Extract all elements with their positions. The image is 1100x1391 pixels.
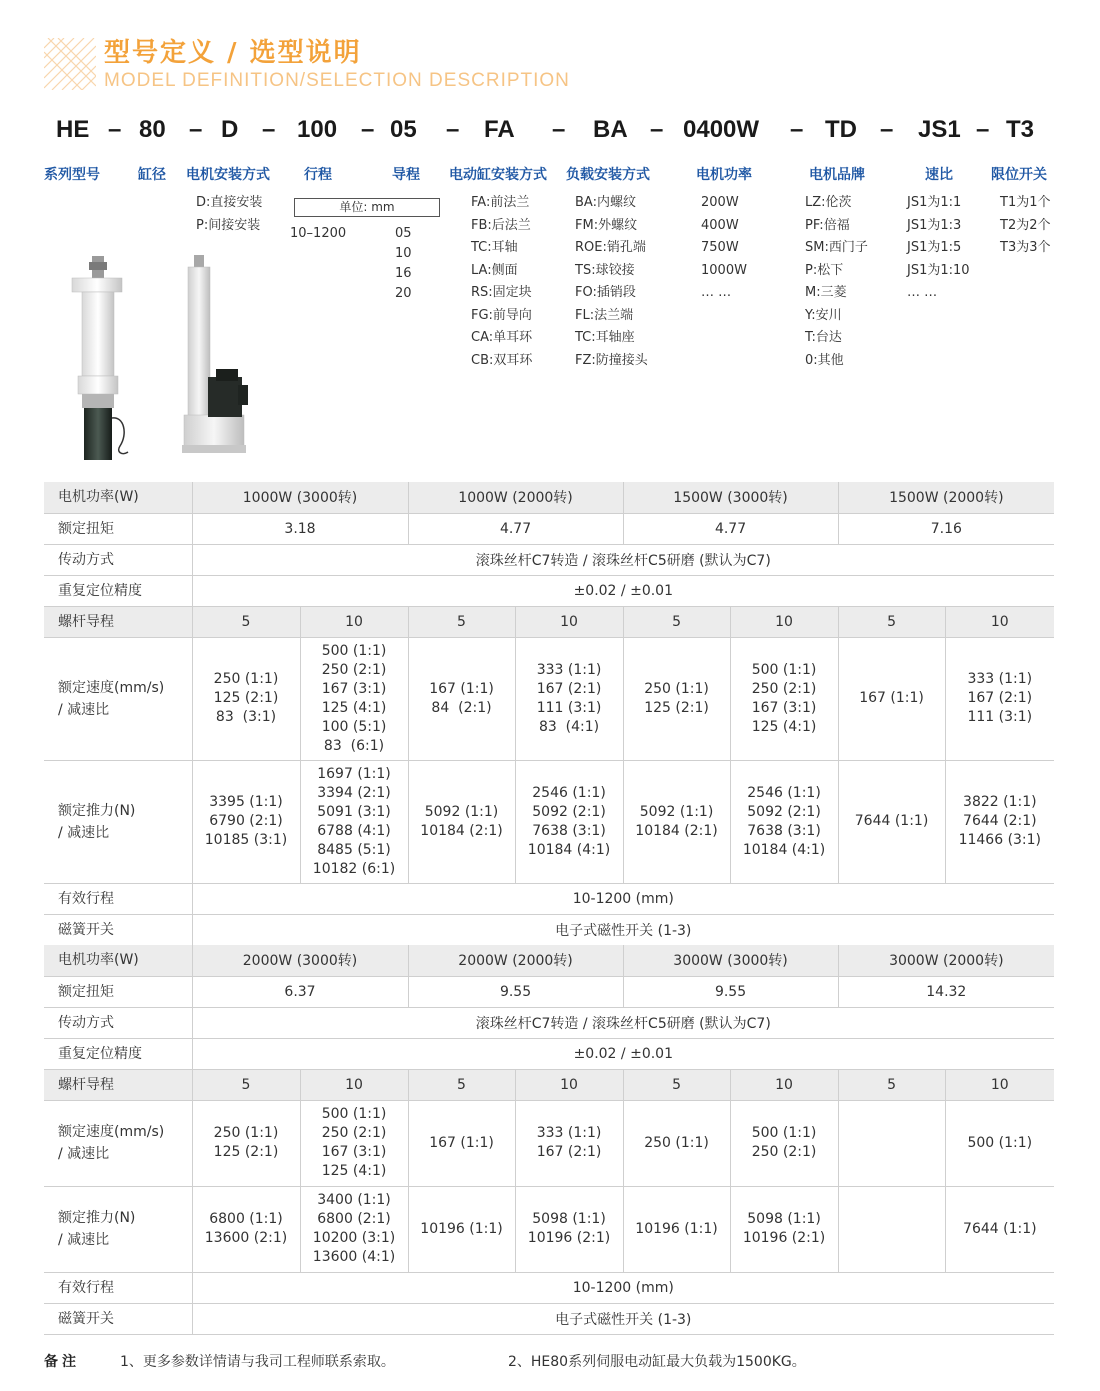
torque-cell: 7.16 — [838, 513, 1054, 544]
accuracy-cell: ±0.02 / ±0.01 — [192, 575, 1054, 606]
notes-label: 备注 — [44, 1354, 80, 1370]
motor-brand-options — [805, 192, 868, 372]
speed-cell: 333 (1:1) 167 (2:1) 111 (3:1) 83 (4:1) — [515, 637, 623, 760]
lead-cell: 10 — [300, 606, 408, 637]
speed-cell: 500 (1:1) 250 (2:1) 167 (3:1) 125 (4:1) — [300, 1100, 408, 1186]
drive-cell: 滚珠丝杆C7转造 / 滚珠丝杆C5研磨 (默认为C7) — [192, 1007, 1054, 1038]
thrust-cell: 5092 (1:1) 10184 (2:1) — [623, 760, 730, 883]
switch-cell: 电子式磁性开关 (1-3) — [192, 914, 1054, 945]
list-item: LA:侧面 — [471, 262, 518, 278]
list-item: P:松下 — [805, 262, 844, 278]
thrust-cell: 2546 (1:1) 5092 (2:1) 7638 (3:1) 10184 (4:1) — [515, 760, 623, 883]
lead-cell: 10 — [945, 606, 1054, 637]
row-label-accuracy: 重复定位精度 — [44, 1038, 192, 1069]
label-cyl-mount: 电动缸安装方式 — [449, 167, 547, 183]
row-label-thrust: 额定推力(N) / 减速比 — [44, 1186, 192, 1272]
list-item: RS:固定块 — [471, 285, 532, 300]
row-label-switch: 磁簧开关 — [44, 1303, 192, 1334]
lead-cell: 5 — [838, 606, 945, 637]
power-cell: 1000W (3000转) — [192, 482, 408, 513]
label-stroke: 行程 — [304, 167, 332, 183]
actuator-parallel-image — [178, 255, 260, 455]
label-power: 电机功率 — [696, 167, 752, 183]
speed-cell: 500 (1:1) 250 (2:1) 167 (3:1) 125 (4:1) 100 (5:1) 83 (6:1) — [300, 637, 408, 760]
code-cyl-mount: FA — [484, 116, 515, 143]
lead-cell: 10 — [515, 1069, 623, 1100]
lead-cell: 10 — [730, 606, 838, 637]
header-pattern-icon — [44, 38, 96, 90]
code-motor-mount: D — [221, 116, 239, 143]
power-cell: 3000W (3000转) — [623, 945, 838, 976]
speed-cell: 167 (1:1) — [838, 637, 945, 760]
lead-cell: 5 — [838, 1069, 945, 1100]
motor-power-options — [701, 192, 747, 305]
label-ratio: 速比 — [925, 167, 953, 183]
list-item: LZ:伦茨 — [805, 195, 852, 210]
row-label-torque: 额定扭矩 — [44, 976, 192, 1007]
code-sep: – — [650, 116, 664, 143]
label-lead: 导程 — [392, 167, 420, 183]
list-item: M:三菱 — [805, 285, 847, 300]
spec-table-1 — [44, 482, 1054, 946]
list-item: JS1为1:1 — [907, 195, 962, 210]
drive-cell: 滚珠丝杆C7转造 / 滚珠丝杆C5研磨 (默认为C7) — [192, 544, 1054, 575]
thrust-cell: 6800 (1:1) 13600 (2:1) — [192, 1186, 300, 1272]
code-limit: T3 — [1006, 116, 1035, 143]
list-item: 1000W — [701, 262, 747, 278]
code-brand: TD — [825, 116, 857, 143]
power-cell: 2000W (3000转) — [192, 945, 408, 976]
power-cell: 3000W (2000转) — [838, 945, 1054, 976]
lead-cell: 5 — [623, 1069, 730, 1100]
thrust-cell: 5098 (1:1) 10196 (2:1) — [515, 1186, 623, 1272]
load-mount-options — [575, 192, 648, 372]
stroke-cell: 10-1200 (mm) — [192, 1272, 1054, 1303]
list-item: JS1为1:10 — [907, 262, 970, 278]
power-cell: 1500W (2000转) — [838, 482, 1054, 513]
speed-cell: 250 (1:1) 125 (2:1) 83 (3:1) — [192, 637, 300, 760]
speed-cell: 500 (1:1) — [945, 1100, 1054, 1186]
speed-cell: 500 (1:1) 250 (2:1) — [730, 1100, 838, 1186]
thrust-cell: 1697 (1:1) 3394 (2:1) 5091 (3:1) 6788 (4:1) 8485 (5:1) 10182 (6:1) — [300, 760, 408, 883]
page-header — [44, 32, 644, 94]
lead-cell: 10 — [515, 606, 623, 637]
list-item: JS1为1:3 — [907, 217, 962, 233]
code-power: 0400W — [683, 116, 760, 143]
lead-cell: 5 — [192, 1069, 300, 1100]
list-item: T3为3个 — [1000, 240, 1051, 255]
list-item: CA:单耳环 — [471, 330, 533, 345]
list-item: TC:耳轴座 — [575, 330, 635, 345]
page-subtitle: MODEL DEFINITION/SELECTION DESCRIPTION — [104, 70, 570, 91]
speed-cell — [838, 1100, 945, 1186]
thrust-cell: 7644 (1:1) — [945, 1186, 1054, 1272]
lead-cell: 10 — [730, 1069, 838, 1100]
code-sep: – — [976, 116, 990, 143]
note-item: 2、HE80系列伺服电动缸最大负载为1500KG。 — [508, 1354, 806, 1370]
row-label-accuracy: 重复定位精度 — [44, 575, 192, 606]
list-item: 05 — [395, 226, 412, 241]
speed-cell: 333 (1:1) 167 (2:1) — [515, 1100, 623, 1186]
row-label-thrust: 额定推力(N) / 减速比 — [44, 760, 192, 883]
list-item: FZ:防撞接头 — [575, 352, 648, 368]
thrust-cell: 3822 (1:1) 7644 (2:1) 11466 (3:1) — [945, 760, 1054, 883]
lead-cell: 5 — [408, 606, 515, 637]
label-brand: 电机品牌 — [809, 167, 865, 183]
row-label-lead: 螺杆导程 — [44, 1069, 192, 1100]
list-item: SM:西门子 — [805, 240, 868, 255]
thrust-cell: 10196 (1:1) — [408, 1186, 515, 1272]
thrust-cell: 10196 (1:1) — [623, 1186, 730, 1272]
row-label-speed: 额定速度(mm/s) / 减速比 — [44, 1100, 192, 1186]
row-label-torque: 额定扭矩 — [44, 513, 192, 544]
list-item: 400W — [701, 217, 739, 233]
row-label-drive: 传动方式 — [44, 1007, 192, 1038]
torque-cell: 9.55 — [623, 976, 838, 1007]
thrust-cell: 5092 (1:1) 10184 (2:1) — [408, 760, 515, 883]
thrust-cell: 3395 (1:1) 6790 (2:1) 10185 (3:1) — [192, 760, 300, 883]
list-item: FB:后法兰 — [471, 217, 531, 233]
list-item: 20 — [395, 286, 412, 301]
lead-options — [395, 224, 412, 304]
code-sep: – — [446, 116, 460, 143]
thrust-cell: 3400 (1:1) 6800 (2:1) 10200 (3:1) 13600 (4:1) — [300, 1186, 408, 1272]
list-item: … … — [907, 285, 938, 300]
page-title: 型号定义 / 选型说明 — [104, 38, 362, 68]
list-item: TS:球铰接 — [575, 262, 635, 278]
code-ratio: JS1 — [918, 116, 961, 143]
row-label-lead: 螺杆导程 — [44, 606, 192, 637]
code-sep: – — [552, 116, 566, 143]
row-label-switch: 磁簧开关 — [44, 914, 192, 945]
model-code — [0, 116, 1100, 146]
row-label-stroke: 有效行程 — [44, 883, 192, 914]
list-item: T:台达 — [805, 330, 842, 345]
list-item: FO:插销段 — [575, 285, 636, 300]
label-load-mount: 负载安装方式 — [566, 167, 650, 183]
list-item: D:直接安装 — [196, 195, 263, 210]
speed-cell: 250 (1:1) — [623, 1100, 730, 1186]
code-load-mount: BA — [593, 116, 628, 143]
list-item: 750W — [701, 240, 739, 255]
code-sep: – — [189, 116, 203, 143]
label-bore: 缸径 — [138, 167, 166, 183]
list-item: FA:前法兰 — [471, 195, 530, 210]
list-item: T1为1个 — [1000, 195, 1051, 210]
lead-cell: 5 — [623, 606, 730, 637]
list-item: FG:前导向 — [471, 307, 532, 323]
torque-cell: 14.32 — [838, 976, 1054, 1007]
speed-cell: 333 (1:1) 167 (2:1) 111 (3:1) — [945, 637, 1054, 760]
torque-cell: 9.55 — [408, 976, 623, 1007]
list-item: FL:法兰端 — [575, 307, 634, 323]
code-series: HE — [56, 116, 90, 143]
actuator-inline-image — [62, 256, 142, 464]
switch-cell: 电子式磁性开关 (1-3) — [192, 1303, 1054, 1334]
power-cell: 2000W (2000转) — [408, 945, 623, 976]
list-item: 0:其他 — [805, 352, 844, 368]
code-lead: 05 — [390, 116, 417, 143]
code-sep: – — [361, 116, 375, 143]
list-item: JS1为1:5 — [907, 240, 962, 255]
lead-cell: 5 — [192, 606, 300, 637]
row-label-power: 电机功率(W) — [44, 945, 192, 976]
list-item: … … — [701, 285, 732, 300]
torque-cell: 4.77 — [408, 513, 623, 544]
list-item: 16 — [395, 266, 412, 281]
thrust-cell: 7644 (1:1) — [838, 760, 945, 883]
ratio-options — [907, 192, 970, 305]
speed-cell: 250 (1:1) 125 (2:1) — [623, 637, 730, 760]
lead-cell: 10 — [945, 1069, 1054, 1100]
list-item: CB:双耳环 — [471, 352, 533, 368]
row-label-power: 电机功率(W) — [44, 482, 192, 513]
code-sep: – — [262, 116, 276, 143]
lead-cell: 10 — [300, 1069, 408, 1100]
label-motor-mount: 电机安装方式 — [186, 167, 270, 183]
cylinder-mount-options — [471, 192, 532, 372]
motor-mount-options — [196, 192, 262, 237]
label-limit: 限位开关 — [991, 167, 1047, 183]
torque-cell: 6.37 — [192, 976, 408, 1007]
speed-cell: 250 (1:1) 125 (2:1) — [192, 1100, 300, 1186]
stroke-cell: 10-1200 (mm) — [192, 883, 1054, 914]
power-cell: 1500W (3000转) — [623, 482, 838, 513]
stroke-range: 10–1200 — [290, 226, 347, 241]
accuracy-cell: ±0.02 / ±0.01 — [192, 1038, 1054, 1069]
torque-cell: 3.18 — [192, 513, 408, 544]
list-item: BA:内螺纹 — [575, 195, 636, 210]
thrust-cell — [838, 1186, 945, 1272]
code-stroke: 100 — [297, 116, 338, 143]
speed-cell: 500 (1:1) 250 (2:1) 167 (3:1) 125 (4:1) — [730, 637, 838, 760]
torque-cell: 4.77 — [623, 513, 838, 544]
list-item: TC:耳轴 — [471, 240, 518, 255]
thrust-cell: 2546 (1:1) 5092 (2:1) 7638 (3:1) 10184 (4:1) — [730, 760, 838, 883]
row-label-speed: 额定速度(mm/s) / 减速比 — [44, 637, 192, 760]
code-sep: – — [108, 116, 122, 143]
list-item: ROE:销孔端 — [575, 240, 646, 255]
speed-cell: 167 (1:1) — [408, 1100, 515, 1186]
code-sep: – — [790, 116, 804, 143]
list-item: P:间接安装 — [196, 217, 261, 233]
limit-switch-options — [1000, 192, 1050, 260]
power-cell: 1000W (2000转) — [408, 482, 623, 513]
list-item: Y:安川 — [805, 307, 842, 323]
list-item: PF:倍福 — [805, 217, 850, 233]
code-bore: 80 — [139, 116, 166, 143]
stroke-unit-box: 单位: mm — [294, 198, 440, 217]
label-series: 系列型号 — [44, 167, 100, 183]
list-item: 200W — [701, 195, 739, 210]
speed-cell: 167 (1:1) 84 (2:1) — [408, 637, 515, 760]
notes — [44, 1351, 1054, 1373]
list-item: 10 — [395, 246, 412, 261]
spec-table-2 — [44, 945, 1054, 1335]
row-label-stroke: 有效行程 — [44, 1272, 192, 1303]
row-label-drive: 传动方式 — [44, 544, 192, 575]
code-sep: – — [880, 116, 894, 143]
note-item: 1、更多参数详情请与我司工程师联系索取。 — [120, 1354, 395, 1370]
list-item: T2为2个 — [1000, 217, 1051, 233]
list-item: FM:外螺纹 — [575, 217, 638, 233]
thrust-cell: 5098 (1:1) 10196 (2:1) — [730, 1186, 838, 1272]
lead-cell: 5 — [408, 1069, 515, 1100]
